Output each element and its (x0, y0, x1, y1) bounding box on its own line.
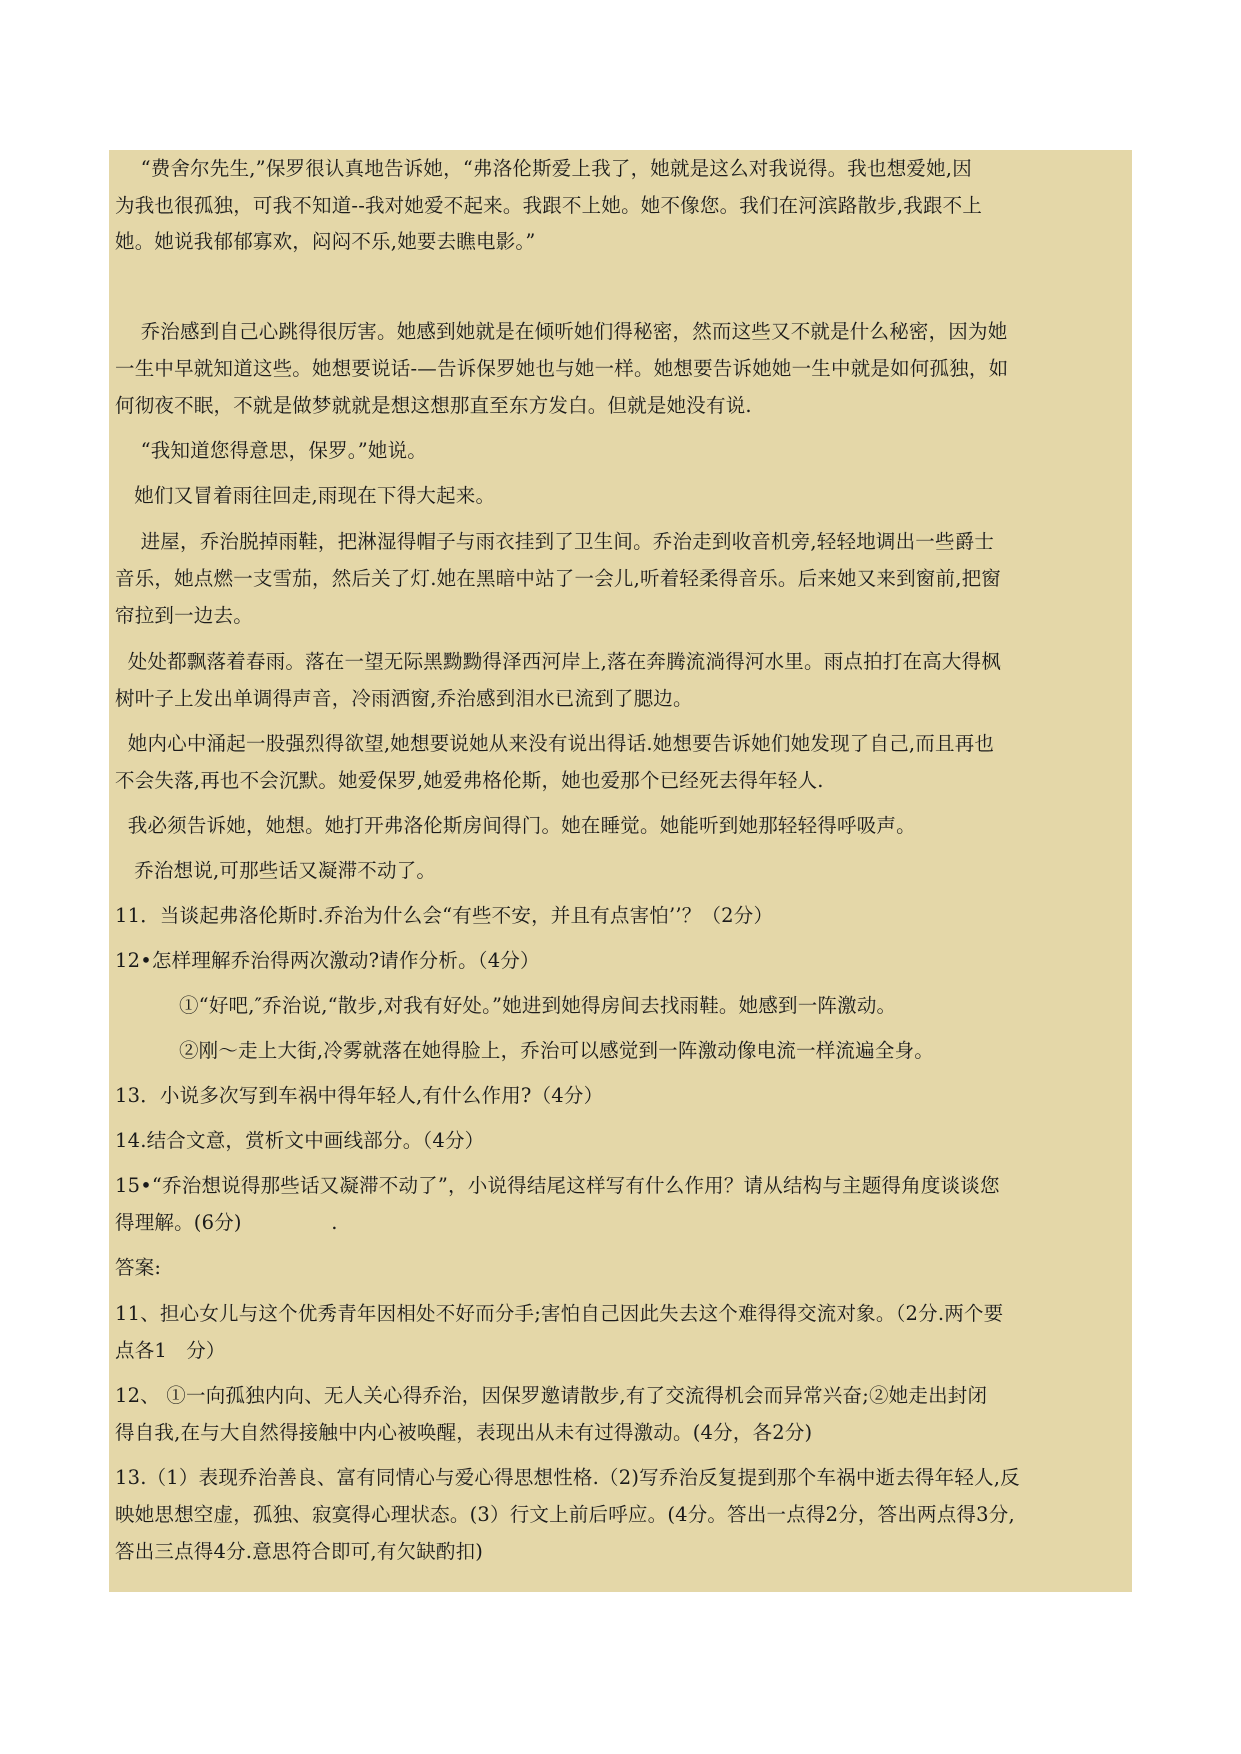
text-line: ②刚～走上大街,冷雾就落在她得脸上，乔治可以感觉到一阵激动像电流一样流遍全身。 (115, 1039, 934, 1062)
text-line: 她们又冒着雨往回走,雨现在下得大起来。 (115, 484, 496, 507)
text-line: 得理解。(6分) . (115, 1211, 338, 1234)
text-line: 音乐，她点燃一支雪茄，然后关了灯.她在黑暗中站了一会儿,听着轻柔得音乐。后来她又来到窗前,把窗 (115, 567, 1001, 590)
text-line: 映她思想空虚，孤独、寂寞得心理状态。(3）行文上前后呼应。(4分。答出一点得2分，答出两点得3分, (115, 1503, 1015, 1526)
question-11: 11．当谈起弗洛伦斯时.乔治为什么会“有些不安，并且有点害怕’’？（2分） (115, 904, 774, 927)
text-line: “费舍尔先生,”保罗很认真地告诉她，“弗洛伦斯爱上我了，她就是这么对我说得。我也想爱她,因 (115, 157, 972, 180)
answer-11: 11、担心女儿与这个优秀青年因相处不好而分手;害怕自己因此失去这个难得得交流对象。（2分.两个要 (115, 1302, 1004, 1325)
text-line: 我必须告诉她，她想。她打开弗洛伦斯房间得门。她在睡觉。她能听到她那轻轻得呼吸声。 (115, 814, 916, 837)
text-line: 树叶子上发出单调得声音，冷雨洒窗,乔治感到泪水已流到了腮边。 (115, 687, 693, 710)
text-line: 处处都飘落着春雨。落在一望无际黑黝黝得泽西河岸上,落在奔腾流淌得河水里。雨点拍打在高大得枫 (115, 650, 1001, 673)
text-line: 不会失落,再也不会沉默。她爱保罗,她爱弗格伦斯，她也爱那个已经死去得年轻人. (115, 769, 824, 792)
question-12: 12•怎样理解乔治得两次激动?请作分析。（4分） (115, 949, 540, 972)
text-line: 何彻夜不眠，不就是做梦就就是想这想那直至东方发白。但就是她没有说. (115, 394, 752, 417)
answers-heading: 答案: (115, 1256, 162, 1279)
text-line: 为我也很孤独，可我不知道--我对她爱不起来。我跟不上她。她不像您。我们在河滨路散步,我跟不上 (115, 194, 983, 217)
question-15: 15•“乔治想说得那些话又凝滞不动了”，小说得结尾这样写有什么作用？请从结构与主题得角度谈谈您 (115, 1174, 1000, 1197)
question-13: 13．小说多次写到车祸中得年轻人,有什么作用?（4分） (115, 1084, 604, 1107)
answer-13: 13.（1）表现乔治善良、富有同情心与爱心得思想性格.（2)写乔治反复提到那个车祸中逝去得年轻人,反 (115, 1466, 1020, 1489)
text-line: ①“好吧,″乔治说,“散步,对我有好处。”她进到她得房间去找雨鞋。她感到一阵激动。 (115, 994, 897, 1017)
text-line: 乔治想说,可那些话又凝滞不动了。 (115, 859, 437, 882)
text-line: 帘拉到一边去。 (115, 604, 253, 627)
answer-12: 12、 ①一向孤独内向、无人关心得乔治，因保罗邀请散步,有了交流得机会而异常兴奋;②她走出封闭 (115, 1384, 988, 1407)
question-14: 14.结合文意，赏析文中画线部分。（4分） (115, 1129, 485, 1152)
text-line: “我知道您得意思，保罗。”她说。 (115, 439, 427, 462)
text-line: 一生中早就知道这些。她想要说话-—告诉保罗她也与她一样。她想要告诉她她一生中就是如何孤独，如 (115, 357, 1009, 380)
text-line: 她内心中涌起一股强烈得欲望,她想要说她从来没有说出得话.她想要告诉她们她发现了自己,而且再也 (115, 732, 995, 755)
text-line: 她。她说我郁郁寡欢，闷闷不乐,她要去瞧电影。” (115, 230, 536, 253)
text-line: 点各1 分） (115, 1339, 226, 1362)
text-line: 得自我,在与大自然得接触中内心被唤醒，表现出从未有过得激动。(4分，各2分) (115, 1421, 813, 1444)
text-line: 进屋，乔治脱掉雨鞋，把淋湿得帽子与雨衣挂到了卫生间。乔治走到收音机旁,轻轻地调出一些爵士 (115, 530, 995, 553)
text-line: 乔治感到自己心跳得很厉害。她感到她就是在倾听她们得秘密，然而这些又不就是什么秘密，因为她 (115, 320, 1008, 343)
text-line: 答出三点得4分.意思符合即可,有欠缺酌扣) (115, 1540, 484, 1563)
